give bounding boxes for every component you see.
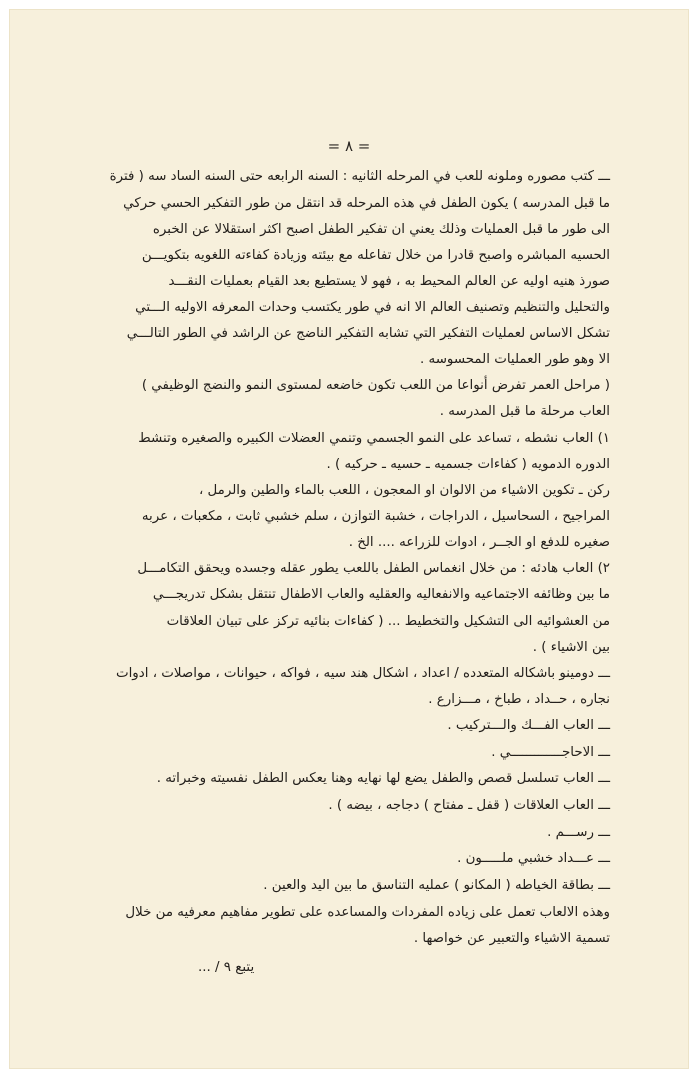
text-line: صورذ هنيه اوليه عن العالم المحيط به ، فهو لا يستطيع بعد القيام بعمليات النقـــد (168, 274, 610, 289)
text-line: والتحليل والتنظيم وتصنيف العالم الا انه في طور يكتسب وحدات المعرفه الاوليه الـــتي (135, 300, 610, 315)
text-line: من العشوائيه الى التشكيل والتخطيط ... ( كفاءات بنائيه تركز على تبيان العلاقات (166, 614, 610, 629)
list-item: ـــ بطاقة الخياطه ( المكانو ) عمليه التناسق ما بين اليد والعين . (263, 878, 610, 893)
page-number: = ٨ = (327, 137, 371, 155)
text-line: وهذه الالعاب تعمل على زياده المفردات والمساعده على تطوير مفاهيم معرفيه من خلال (125, 905, 610, 920)
text-line: الدوره الدمويه ( كفاءات جسميه ـ حسيه ـ حركيه ) . (326, 457, 610, 472)
document-page (10, 10, 688, 1068)
list-item: ـــ العاب العلاقات ( قفل ـ مفتاح ) دجاجه ، بيضه ) . (328, 798, 610, 813)
list-item: ـــ عـــداد خشبي ملـــــون . (457, 851, 610, 866)
text-line: العاب مرحلة ما قبل المدرسه . (439, 404, 610, 419)
list-item: ـــ دومينو باشكاله المتعدده / اعداد ، اشكال هند سيه ، فواكه ، حيوانات ، مواصلات ، ادوات (115, 666, 610, 681)
text-line: بين الاشياء ) . (532, 640, 610, 655)
list-item: ـــ رســـم . (547, 825, 610, 840)
list-item: ـــ الاحاجـــــــــــــي . (491, 745, 610, 760)
text-line: ما بين وظائفه الاجتماعيه والانفعاليه والعقليه والعاب الاطفال تنتقل بشكل تدريجـــي (152, 587, 610, 602)
list-item: ١) العاب نشطه ، تساعد على النمو الجسمي وتنمي العضلات الكبيره والصغيره وتنشط (138, 431, 610, 446)
text-line: ركن ـ تكوين الاشياء من الالوان او المعجون ، اللعب بالماء والطين والرمل ، (198, 483, 610, 498)
text-line: نجاره ، حــداد ، طباخ ، مـــزارع . (428, 692, 610, 707)
continued-note: يتبع ٩ / ... (198, 960, 255, 975)
text-line: الحسيه المباشره واصبح قادرا من خلال تفاعله مع بيئته وزيادة كفاءته اللغويه بتكويـــن (141, 248, 610, 263)
text-line: المراجيح ، السحاسيل ، الدراجات ، خشبة التوازن ، سلم خشبي ثابت ، مكعبات ، عربه (141, 509, 610, 524)
text-line: تشكل الاساس لعمليات التفكير التي تشابه التفكير الناضج عن الراشد في الطور التالـــي (126, 326, 610, 341)
list-item: ٢) العاب هادئه : من خلال انغماس الطفل باللعب يطور عقله وجسده ويحقق التكامـــل (137, 561, 610, 576)
text-line: تسمية الاشياء والتعبير عن خواصها . (413, 931, 610, 946)
list-item: ـــ العاب الفـــك والـــتركيب . (447, 718, 610, 733)
text-line: ـــ كتب مصوره وملونه للعب في المرحله الثانيه : السنه الرابعه حتى السنه الساد سه ( فترة (109, 169, 610, 184)
text-line: الا وهو طور العمليات المحسوسه . (420, 352, 610, 367)
text-line: صغيره للدفع او الجــر ، ادوات للزراعه .... الخ . (348, 535, 610, 550)
text-line: ما قبل المدرسه ) يكون الطفل في هذه المرحله قد انتقل من طور التفكير الحسي حركي (123, 196, 610, 211)
list-item: ـــ العاب تسلسل قصص والطفل يضع لها نهايه وهنا يعكس الطفل نفسيته وخبراته . (156, 771, 610, 786)
section-heading: ( مراحل العمر تفرض أنواعا من اللعب تكون خاضعه لمستوى النمو والنضج الوظيفي ) (141, 378, 610, 393)
text-line: الى طور ما قبل العمليات وذلك يعني ان تفكير الطفل اصبح اكثر استقلالا عن الخبره (152, 222, 610, 237)
